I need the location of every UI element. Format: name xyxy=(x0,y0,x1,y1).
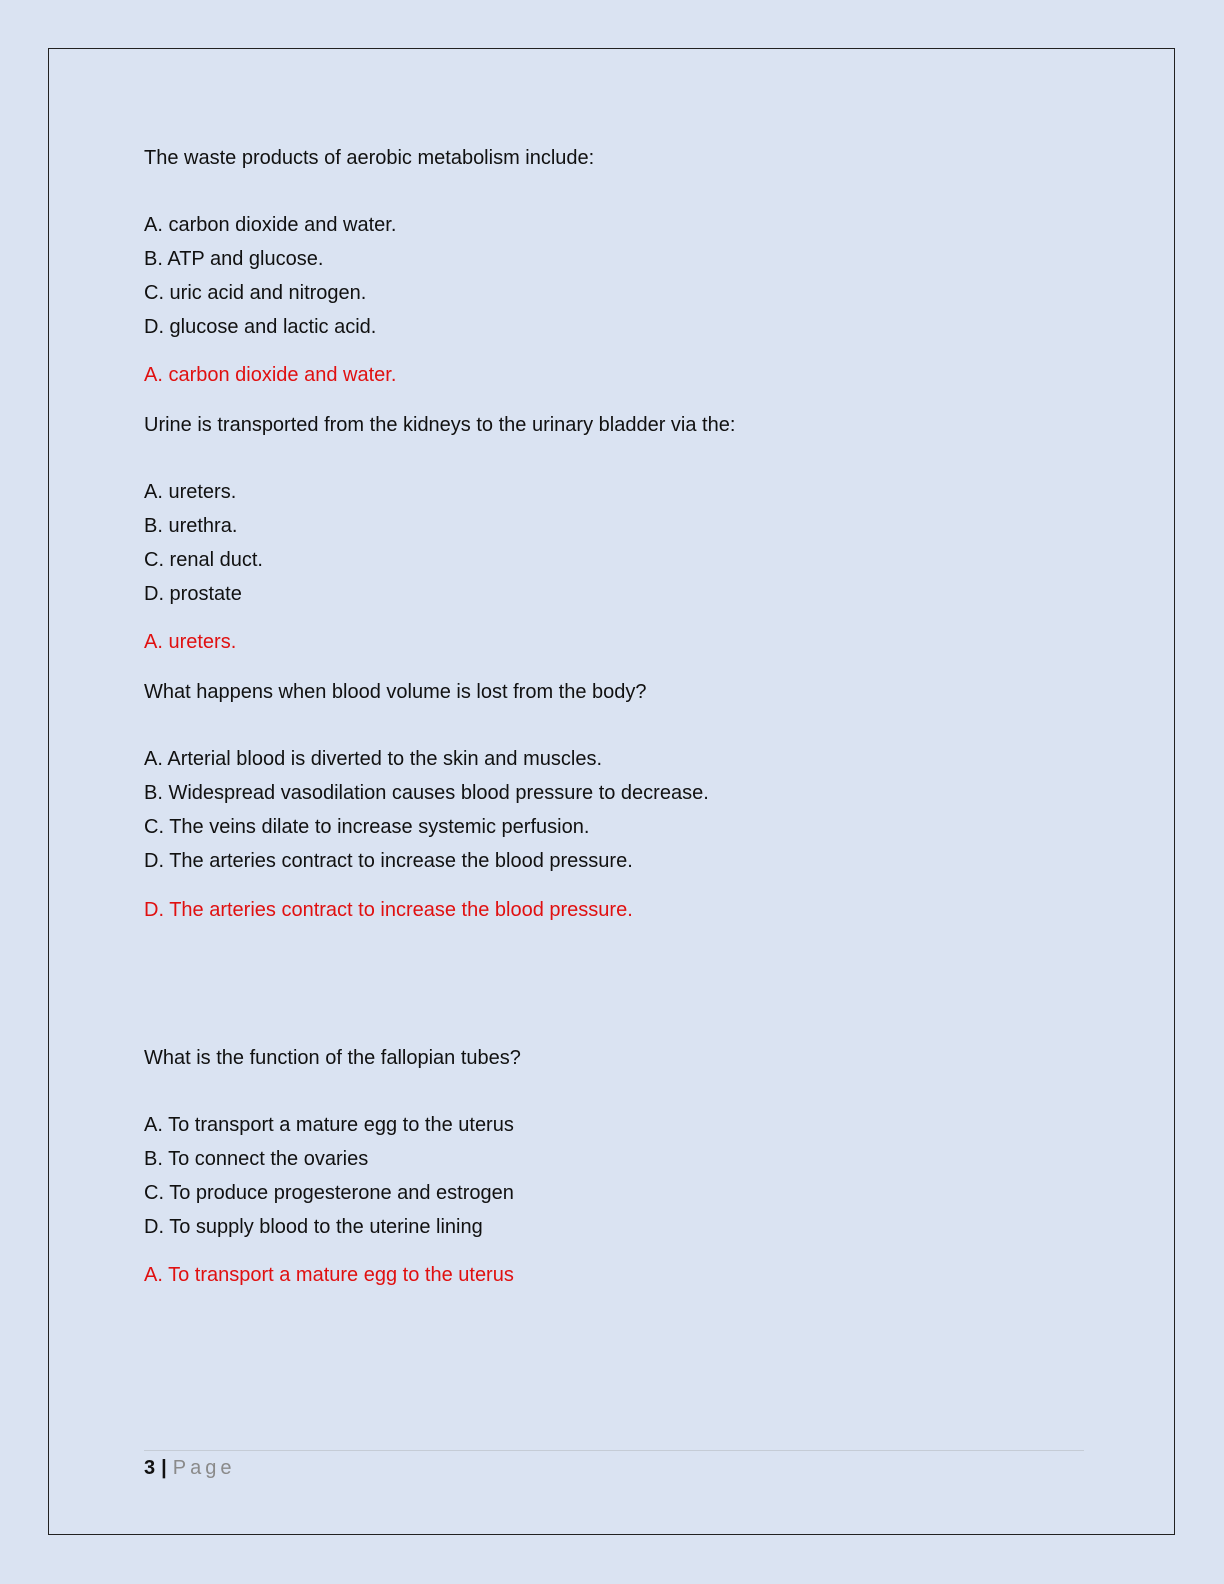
answer-text: A. To transport a mature egg to the uterus xyxy=(144,1264,514,1286)
option-item: B. Widespread vasodilation causes blood pressure to decrease. xyxy=(144,782,709,804)
option-item: A. To transport a mature egg to the uterus xyxy=(144,1114,514,1136)
option-item: D. prostate xyxy=(144,583,242,605)
option-item: D. The arteries contract to increase the blood pressure. xyxy=(144,850,633,872)
option-item: B. To connect the ovaries xyxy=(144,1148,369,1170)
page-label: Page xyxy=(172,1457,236,1479)
option-item: D. To supply blood to the uterine lining xyxy=(144,1216,483,1238)
page-number: 3 xyxy=(144,1457,156,1479)
question-text: What is the function of the fallopian tubes? xyxy=(144,1047,521,1069)
option-item: C. uric acid and nitrogen. xyxy=(144,282,367,304)
option-item: C. renal duct. xyxy=(144,549,263,571)
question-text: What happens when blood volume is lost from the body? xyxy=(144,681,647,703)
option-item: C. To produce progesterone and estrogen xyxy=(144,1182,514,1204)
option-item: B. ATP and glucose. xyxy=(144,248,324,270)
option-item: A. carbon dioxide and water. xyxy=(144,214,397,236)
page-footer xyxy=(144,1456,235,1480)
question-text: The waste products of aerobic metabolism include: xyxy=(144,147,595,169)
option-item: C. The veins dilate to increase systemic perfusion. xyxy=(144,816,590,838)
footer-divider xyxy=(144,1450,1084,1451)
option-item: A. ureters. xyxy=(144,481,237,503)
answer-text: A. carbon dioxide and water. xyxy=(144,364,397,386)
option-item: B. urethra. xyxy=(144,515,238,537)
option-item: A. Arterial blood is diverted to the skin and muscles. xyxy=(144,748,603,770)
question-text: Urine is transported from the kidneys to the urinary bladder via the: xyxy=(144,414,736,436)
answer-text: D. The arteries contract to increase the blood pressure. xyxy=(144,899,633,921)
footer-separator: | xyxy=(161,1457,167,1479)
answer-text: A. ureters. xyxy=(144,631,237,653)
option-item: D. glucose and lactic acid. xyxy=(144,316,377,338)
